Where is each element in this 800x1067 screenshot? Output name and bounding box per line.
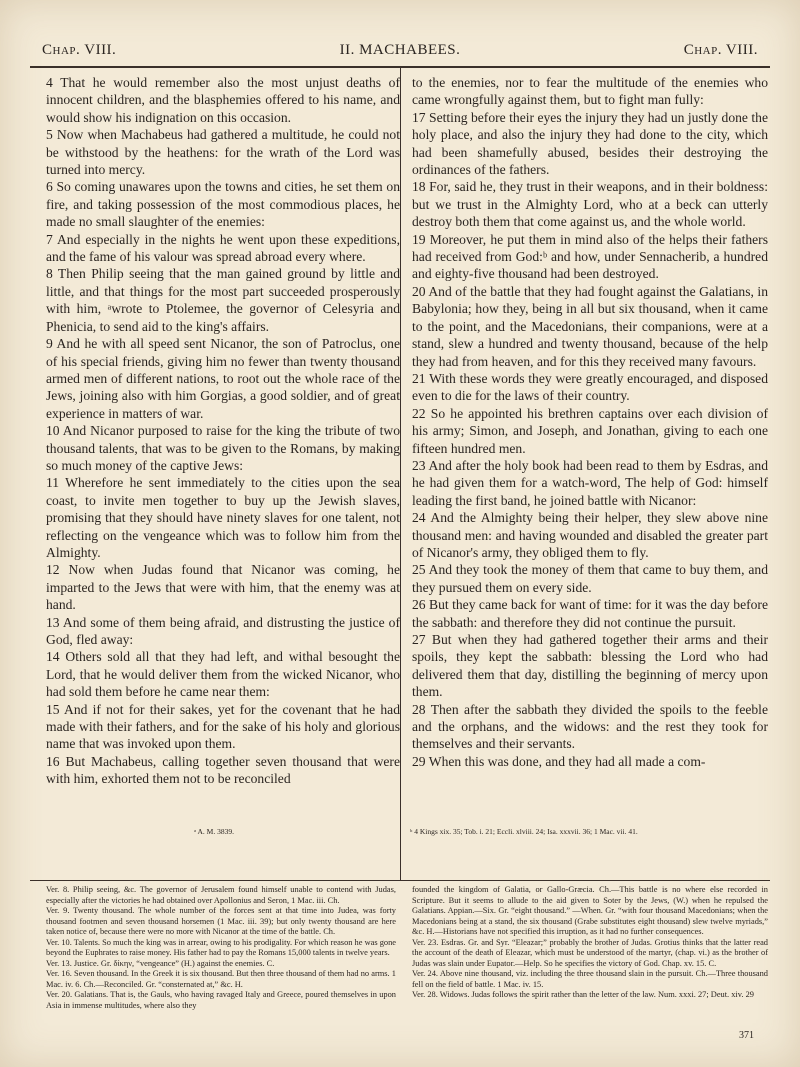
verse-paragraph: 28 Then after the sabbath they divided the spoils to the feeble and the orphans, and the widows: and the rest they took for themselves and their servants.: [412, 701, 768, 752]
verse-paragraph: 18 For, said he, they trust in their weapons, and in their boldness: but we trust in the Almighty Lord, who at a beck can utterly destroy both them that come against us, and the whole world.: [412, 179, 768, 230]
footnote: Ver. 9. Twenty thousand. The whole number of the forces sent at that time into Judea, was forty thousand footmen and seven thousand horsemen (1 Mac. iii. 39); but only twenty thousand are here taken notice of, because there were no more with Nicanor at the time of the battle. Ch.: [46, 906, 396, 936]
footnote: founded the kingdom of Galatia, or Gallo-Græcia. Ch.—This battle is no where else recorded in Scripture. But it seems to allude to the aid given to Soter by the Jews, (W.) when he repulsed the Galatians. Appian.—Six. Gr. “eight thousand.” —When. Gr. “with four thousand Macedonians; when the Macedonians being at a stand, the six thousand (Grabe substitutes eight thousand) slew twelve myriads,” &c. H.—Historians have not specified this irruption, as it had no further consequences.: [412, 885, 768, 936]
verse-paragraph: 7 And especially in the nights he went upon these expeditions, and the fame of his valour was spread abroad every where.: [46, 231, 400, 265]
footnotes-left: [46, 885, 396, 1011]
footnote: Ver. 10. Talents. So much the king was in arrear, owing to his prodigality. For which reason he was gone beyond the Euphrates to raise money. His father had to pay the Romans 15,000 talents in twelve years.: [46, 937, 396, 957]
column-divider: [400, 68, 401, 880]
verse-paragraph: 16 But Machabeus, calling together seven thousand that were with him, exhorted them not to be reconciled: [46, 753, 400, 787]
right-text-column: [412, 74, 768, 770]
verse-paragraph: 13 And some of them being afraid, and distrusting the justice of God, fled away:: [46, 614, 400, 647]
verse-paragraph: 12 Now when Judas found that Nicanor was coming, he imparted to the Jews that were with him, that the enemy was at hand.: [46, 562, 400, 613]
running-header: [42, 42, 758, 64]
page-number: 371: [739, 1030, 754, 1041]
verse-paragraph: 4 That he would remember also the most unjust deaths of innocent children, and the blasphemies offered to his name, and would show his indignation on this occasion.: [46, 75, 400, 125]
verse-paragraph: 29 When this was done, and they had all made a com-: [412, 753, 706, 769]
footnotes-right: [412, 885, 768, 1001]
verse-paragraph: 15 And if not for their sakes, yet for the covenant that he had made with their fathers, and for the sake of his holy and glorious name that was invoked upon them.: [46, 701, 400, 752]
verse-paragraph: 22 So he appointed his brethren captains over each division of his army; Simon, and Joseph, and Jonathan, giving to each one fifteen hundred men.: [412, 405, 768, 456]
verse-paragraph: 6 So coming unawares upon the towns and cities, he set them on fire, and taking possession of the most commodious places, he made no small slaughter of the enemies:: [46, 179, 400, 230]
verse-paragraph: 10 And Nicanor purposed to raise for the king the tribute of two thousand talents, that was to be given to the Romans, by making so much money of the captive Jews:: [46, 423, 400, 473]
left-text-column: [46, 74, 400, 788]
footnote: Ver. 24. Above nine thousand, viz. including the three thousand slain in the pursuit. Ch.—Three thousand fell on the field of battle. 1 Mac. iv. 15.: [412, 969, 768, 989]
verse-paragraph: 5 Now when Machabeus had gathered a multitude, he could not be withstood by the heathens: for the wrath of the Lord was turned into mercy.: [46, 127, 400, 178]
verse-paragraph: 20 And of the battle that they had fought against the Galatians, in Babylonia; how they, being in all but six thousand, when it came to the point, and the Macedonians, their companions, were at a stand, slew a hundred and twenty thousand, because of the help they had from heaven, and for this they received many favours.: [412, 283, 768, 369]
verse-paragraph: 26 But they came back for want of time: for it was the day before the sabbath: and therefore they did not continue the pursuit.: [412, 597, 768, 630]
verse-paragraph: 23 And after the holy book had been read to them by Esdras, and he had given them for a watch-word, The help of God: himself leading the first band, he joined battle with Nicanor:: [412, 457, 768, 508]
footnote-rule: [30, 880, 770, 881]
verse-paragraph: 24 And the Almighty being their helper, they slew above nine thousand men: and having wounded and disabled the greater part of Nicanor's army, they obliged them to fly.: [412, 510, 768, 560]
verse-paragraph: 19 Moreover, he put them in mind also of the helps their fathers had received from God:ᵇ and how, under Sennacherib, a hundred and eighty-five thousand had been destroyed.: [412, 231, 768, 282]
bible-page: [28, 30, 772, 1048]
footnote: Ver. 23. Esdras. Gr. and Syr. “Eleazar;” probably the brother of Judas. Grotius thinks that the latter read the account of the death of Eleazar, which must be understood of the martyr, (chap. vi.) as the brother of Judas was slain under Eupator.—Help. So he specifies the victory of God. Chap. xv. 15. C.: [412, 937, 768, 968]
footnote: Ver. 28. Widows. Judas follows the spirit rather than the letter of the law. Num. xxxi. 27; Deut. xiv. 29: [412, 990, 754, 999]
chapter-label-left: Chap. VIII.: [42, 42, 117, 58]
verse-paragraph: 25 And they took the money of them that came to buy them, and they pursued them on every side.: [412, 562, 768, 595]
footnote: Ver. 16. Seven thousand. In the Greek it is six thousand. But then three thousand of them had no arms. 1 Mac. iv. 6. Ch.—Reconciled. Gr. “consternated at,” &c. H.: [46, 969, 396, 989]
cross-reference-note: ᵇ 4 Kings xix. 35; Tob. i. 21; Eccli. xlviii. 24; Isa. xxxvii. 36; 1 Mac. vii. 41.: [410, 827, 638, 836]
verse-paragraph: 17 Setting before their eyes the injury they had un justly done the holy place, and also the injury they had done to the city, which had been shamefully abused, besides their destroying the ordinances of the fathers.: [412, 109, 768, 178]
footnote: Ver. 8. Philip seeing, &c. The governor of Jerusalem found himself unable to contend with Judas, especially after the victories he had obtained over Apollonius and Seron, 1 Mac. iii. Ch.: [46, 885, 396, 905]
book-title: II. MACHABEES.: [339, 42, 461, 58]
verse-paragraph: 11 Wherefore he sent immediately to the cities upon the sea coast, to invite men together to buy up the Jewish slaves, promising that they should have ninety slaves for one talent, not reflecting on the vengeance which was to follow him from the Almighty.: [46, 475, 400, 560]
marginal-date-note: ᵃ A. M. 3839.: [194, 827, 234, 836]
footnote: Ver. 20. Galatians. That is, the Gauls, who having ravaged Italy and Greece, poured themselves in upon Asia in immense multitudes, where also they: [46, 990, 396, 1010]
verse-paragraph: 14 Others sold all that they had left, and withal besought the Lord, that he would deliver them from the wicked Nicanor, who had sold them before he came near them:: [46, 649, 400, 700]
verse-paragraph: 9 And he with all speed sent Nicanor, the son of Patroclus, one of his special friends, giving him no fewer than twenty thousand armed men of different nations, to root out the whole race of the Jews, joining also with him Gorgias, a good soldier, and of great experience in matters of war.: [46, 336, 400, 421]
verse-paragraph: 8 Then Philip seeing that the man gained ground by little and little, and that things for the most part succeeded prosperously with him, ᵃwrote to Ptolemee, the governor of Celesyria and Phenicia, to send aid to the king's affairs.: [46, 266, 400, 334]
verse-paragraph: to the enemies, nor to fear the multitude of the enemies who came wrongfully against them, but to fight man fully:: [412, 75, 768, 108]
verse-paragraph: 21 With these words they were greatly encouraged, and disposed even to die for the laws of their country.: [412, 370, 768, 404]
chapter-label-right: Chap. VIII.: [683, 42, 758, 58]
footnote: Ver. 13. Justice. Gr. δίκην, “vengeance” (H.) against the enemies. C.: [46, 958, 275, 968]
verse-paragraph: 27 But when they had gathered together their arms and their spoils, they kept the sabbath: blessing the Lord who had delivered them that day, distilling the beginning of mercy upon them.: [412, 632, 768, 700]
